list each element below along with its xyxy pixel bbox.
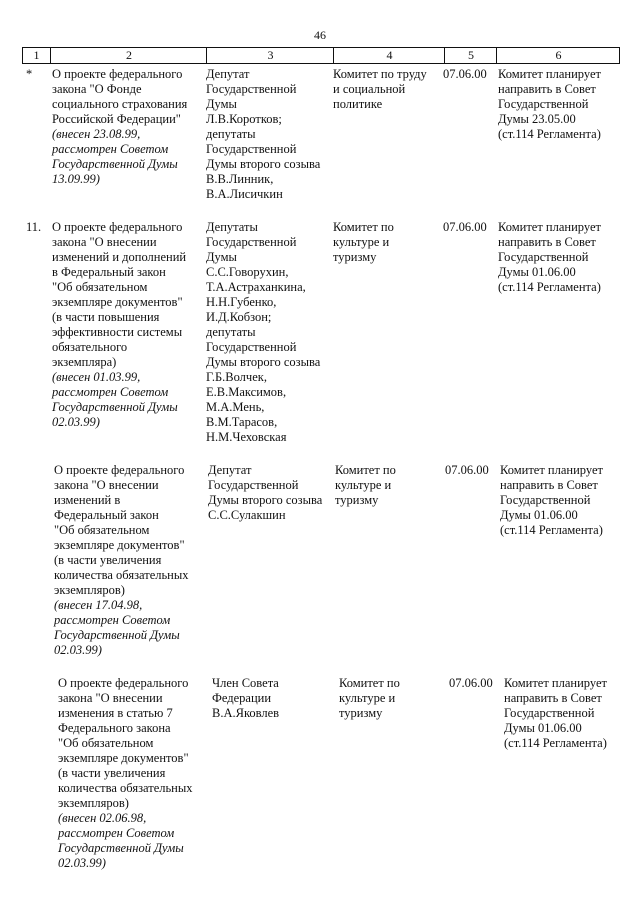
committee-line: и социальной bbox=[333, 82, 406, 96]
bill-title bbox=[58, 676, 210, 871]
committee-action bbox=[498, 67, 618, 142]
note-line: Государственной Думы bbox=[54, 628, 180, 642]
consideration-date: 07.06.00 bbox=[443, 67, 487, 81]
page-number: 46 bbox=[314, 28, 326, 42]
action-line: Думы 01.06.00 bbox=[504, 721, 582, 735]
title-line: О проекте федерального bbox=[58, 676, 189, 690]
title-line: "Об обязательном bbox=[52, 280, 148, 294]
author-line: Думы второго созыва bbox=[208, 493, 323, 507]
author-line: В.А.Яковлев bbox=[212, 706, 280, 720]
title-line: "Об обязательном bbox=[58, 736, 154, 750]
title-line: "Об обязательном bbox=[54, 523, 150, 537]
title-line: обязательного bbox=[52, 340, 128, 354]
author-line: Государственной bbox=[206, 235, 297, 249]
title-line: закона "О внесении bbox=[58, 691, 163, 705]
consideration-date: 07.06.00 bbox=[449, 676, 493, 690]
title-line: экземпляре документов" bbox=[54, 538, 185, 552]
note-line: Государственной Думы bbox=[52, 400, 178, 414]
committee-line: культуре и bbox=[339, 691, 396, 705]
bill-author bbox=[206, 220, 332, 445]
title-line: в Федеральный закон bbox=[52, 265, 166, 279]
title-line: (в части повышения bbox=[52, 310, 160, 324]
note-line: Государственной Думы bbox=[52, 157, 178, 171]
row-number: 11. bbox=[26, 220, 42, 234]
title-line: количества обязательных bbox=[58, 781, 193, 795]
author-line: Е.В.Максимов, bbox=[206, 385, 287, 399]
author-line: В.М.Тарасов, bbox=[206, 415, 278, 429]
action-line: Комитет планирует bbox=[504, 676, 607, 690]
author-line: Думы второго созыва bbox=[206, 355, 321, 369]
author-line: Думы второго созыва bbox=[206, 157, 321, 171]
title-line: изменений и дополнений bbox=[52, 250, 187, 264]
committee-action bbox=[504, 676, 624, 751]
title-line: экземпляре документов" bbox=[58, 751, 189, 765]
author-line: Думы bbox=[206, 97, 237, 111]
action-line: направить в Совет bbox=[498, 235, 596, 249]
title-line: экземпляров) bbox=[54, 583, 125, 597]
action-line: Комитет планирует bbox=[498, 67, 601, 81]
committee-line: туризму bbox=[335, 493, 379, 507]
title-line: экземпляре документов" bbox=[52, 295, 183, 309]
author-line: Т.А.Астраханкина, bbox=[206, 280, 306, 294]
column-header-6: 6 bbox=[496, 48, 620, 63]
action-line: (ст.114 Регламента) bbox=[498, 280, 601, 294]
committee-action bbox=[500, 463, 620, 538]
author-line: Государственной bbox=[206, 82, 297, 96]
author-line: депутаты bbox=[206, 127, 256, 141]
column-header-2: 2 bbox=[50, 48, 207, 63]
title-line: (в части увеличения bbox=[58, 766, 166, 780]
note-line: (внесен 01.03.99, bbox=[52, 370, 141, 384]
author-line: Депутат bbox=[208, 463, 252, 477]
committee-line: Комитет по bbox=[339, 676, 400, 690]
committee-line: туризму bbox=[333, 250, 377, 264]
bill-title bbox=[54, 463, 206, 658]
action-line: Думы 01.06.00 bbox=[500, 508, 578, 522]
committee-line: Комитет по труду bbox=[333, 67, 427, 81]
note-line: (внесен 17.04.98, bbox=[54, 598, 143, 612]
title-line: закона "О внесении bbox=[54, 478, 159, 492]
author-line: Государственной bbox=[208, 478, 299, 492]
column-header-row bbox=[22, 47, 620, 64]
action-line: Государственной bbox=[498, 97, 589, 111]
title-line: социального страхования bbox=[52, 97, 188, 111]
committee-line: культуре и bbox=[335, 478, 392, 492]
title-line: О проекте федерального bbox=[52, 220, 183, 234]
action-line: Государственной bbox=[504, 706, 595, 720]
author-line: Государственной bbox=[206, 142, 297, 156]
note-line: рассмотрен Советом bbox=[54, 613, 171, 627]
author-line: Н.М.Чеховская bbox=[206, 430, 287, 444]
title-line: (в части увеличения bbox=[54, 553, 162, 567]
note-line: Государственной Думы bbox=[58, 841, 184, 855]
author-line: Н.Н.Губенко, bbox=[206, 295, 277, 309]
note-line: 13.09.99) bbox=[52, 172, 100, 186]
note-line: рассмотрен Советом bbox=[58, 826, 175, 840]
author-line: С.С.Сулакшин bbox=[208, 508, 286, 522]
bill-title bbox=[52, 220, 204, 430]
bill-title bbox=[52, 67, 204, 187]
action-line: Комитет планирует bbox=[498, 220, 601, 234]
committee-line: политике bbox=[333, 97, 383, 111]
responsible-committee bbox=[333, 67, 445, 112]
title-line: экземпляров) bbox=[58, 796, 129, 810]
consideration-date: 07.06.00 bbox=[445, 463, 489, 477]
title-line: Российской Федерации" bbox=[52, 112, 181, 126]
responsible-committee bbox=[339, 676, 451, 721]
action-line: Думы 23.05.00 bbox=[498, 112, 576, 126]
bill-author bbox=[208, 463, 334, 523]
title-line: Федеральный закон bbox=[54, 508, 159, 522]
committee-line: Комитет по bbox=[335, 463, 396, 477]
note-line: 02.03.99) bbox=[54, 643, 102, 657]
note-line: (внесен 02.06.98, bbox=[58, 811, 147, 825]
action-line: направить в Совет bbox=[504, 691, 602, 705]
title-line: закона "О Фонде bbox=[52, 82, 142, 96]
committee-line: Комитет по bbox=[333, 220, 394, 234]
bill-author bbox=[212, 676, 338, 721]
author-line: депутаты bbox=[206, 325, 256, 339]
action-line: направить в Совет bbox=[498, 82, 596, 96]
author-line: Член Совета bbox=[212, 676, 279, 690]
note-line: 02.03.99) bbox=[58, 856, 106, 870]
author-line: В.В.Линник, bbox=[206, 172, 274, 186]
column-header-3: 3 bbox=[206, 48, 334, 63]
author-line: М.А.Мень, bbox=[206, 400, 265, 414]
title-line: изменений в bbox=[54, 493, 121, 507]
author-line: Думы bbox=[206, 250, 237, 264]
note-line: 02.03.99) bbox=[52, 415, 100, 429]
title-line: закона "О внесении bbox=[52, 235, 157, 249]
title-line: экземпляра) bbox=[52, 355, 117, 369]
note-line: рассмотрен Советом bbox=[52, 385, 169, 399]
action-line: Думы 01.06.00 bbox=[498, 265, 576, 279]
responsible-committee bbox=[333, 220, 445, 265]
note-line: рассмотрен Советом bbox=[52, 142, 169, 156]
responsible-committee bbox=[335, 463, 447, 508]
title-line: эффективности системы bbox=[52, 325, 183, 339]
column-header-4: 4 bbox=[333, 48, 445, 63]
author-line: В.А.Лисичкин bbox=[206, 187, 283, 201]
title-line: О проекте федерального bbox=[54, 463, 185, 477]
author-line: Депутаты bbox=[206, 220, 258, 234]
action-line: Государственной bbox=[500, 493, 591, 507]
action-line: Государственной bbox=[498, 250, 589, 264]
title-line: количества обязательных bbox=[54, 568, 189, 582]
column-header-1: 1 bbox=[33, 48, 40, 62]
committee-action bbox=[498, 220, 618, 295]
title-line: изменения в статью 7 bbox=[58, 706, 173, 720]
action-line: (ст.114 Регламента) bbox=[498, 127, 601, 141]
committee-line: культуре и bbox=[333, 235, 390, 249]
title-line: О проекте федерального bbox=[52, 67, 183, 81]
bill-author bbox=[206, 67, 332, 202]
action-line: (ст.114 Регламента) bbox=[504, 736, 607, 750]
author-line: И.Д.Кобзон; bbox=[206, 310, 272, 324]
title-line: Федерального закона bbox=[58, 721, 171, 735]
committee-line: туризму bbox=[339, 706, 383, 720]
action-line: (ст.114 Регламента) bbox=[500, 523, 603, 537]
consideration-date: 07.06.00 bbox=[443, 220, 487, 234]
note-line: (внесен 23.08.99, bbox=[52, 127, 141, 141]
author-line: Государственной bbox=[206, 340, 297, 354]
row-number: * bbox=[26, 67, 33, 81]
author-line: Г.Б.Волчек, bbox=[206, 370, 267, 384]
action-line: направить в Совет bbox=[500, 478, 598, 492]
author-line: Л.В.Коротков; bbox=[206, 112, 282, 126]
author-line: Федерации bbox=[212, 691, 272, 705]
author-line: С.С.Говорухин, bbox=[206, 265, 289, 279]
column-header-5: 5 bbox=[444, 48, 497, 63]
action-line: Комитет планирует bbox=[500, 463, 603, 477]
author-line: Депутат bbox=[206, 67, 250, 81]
